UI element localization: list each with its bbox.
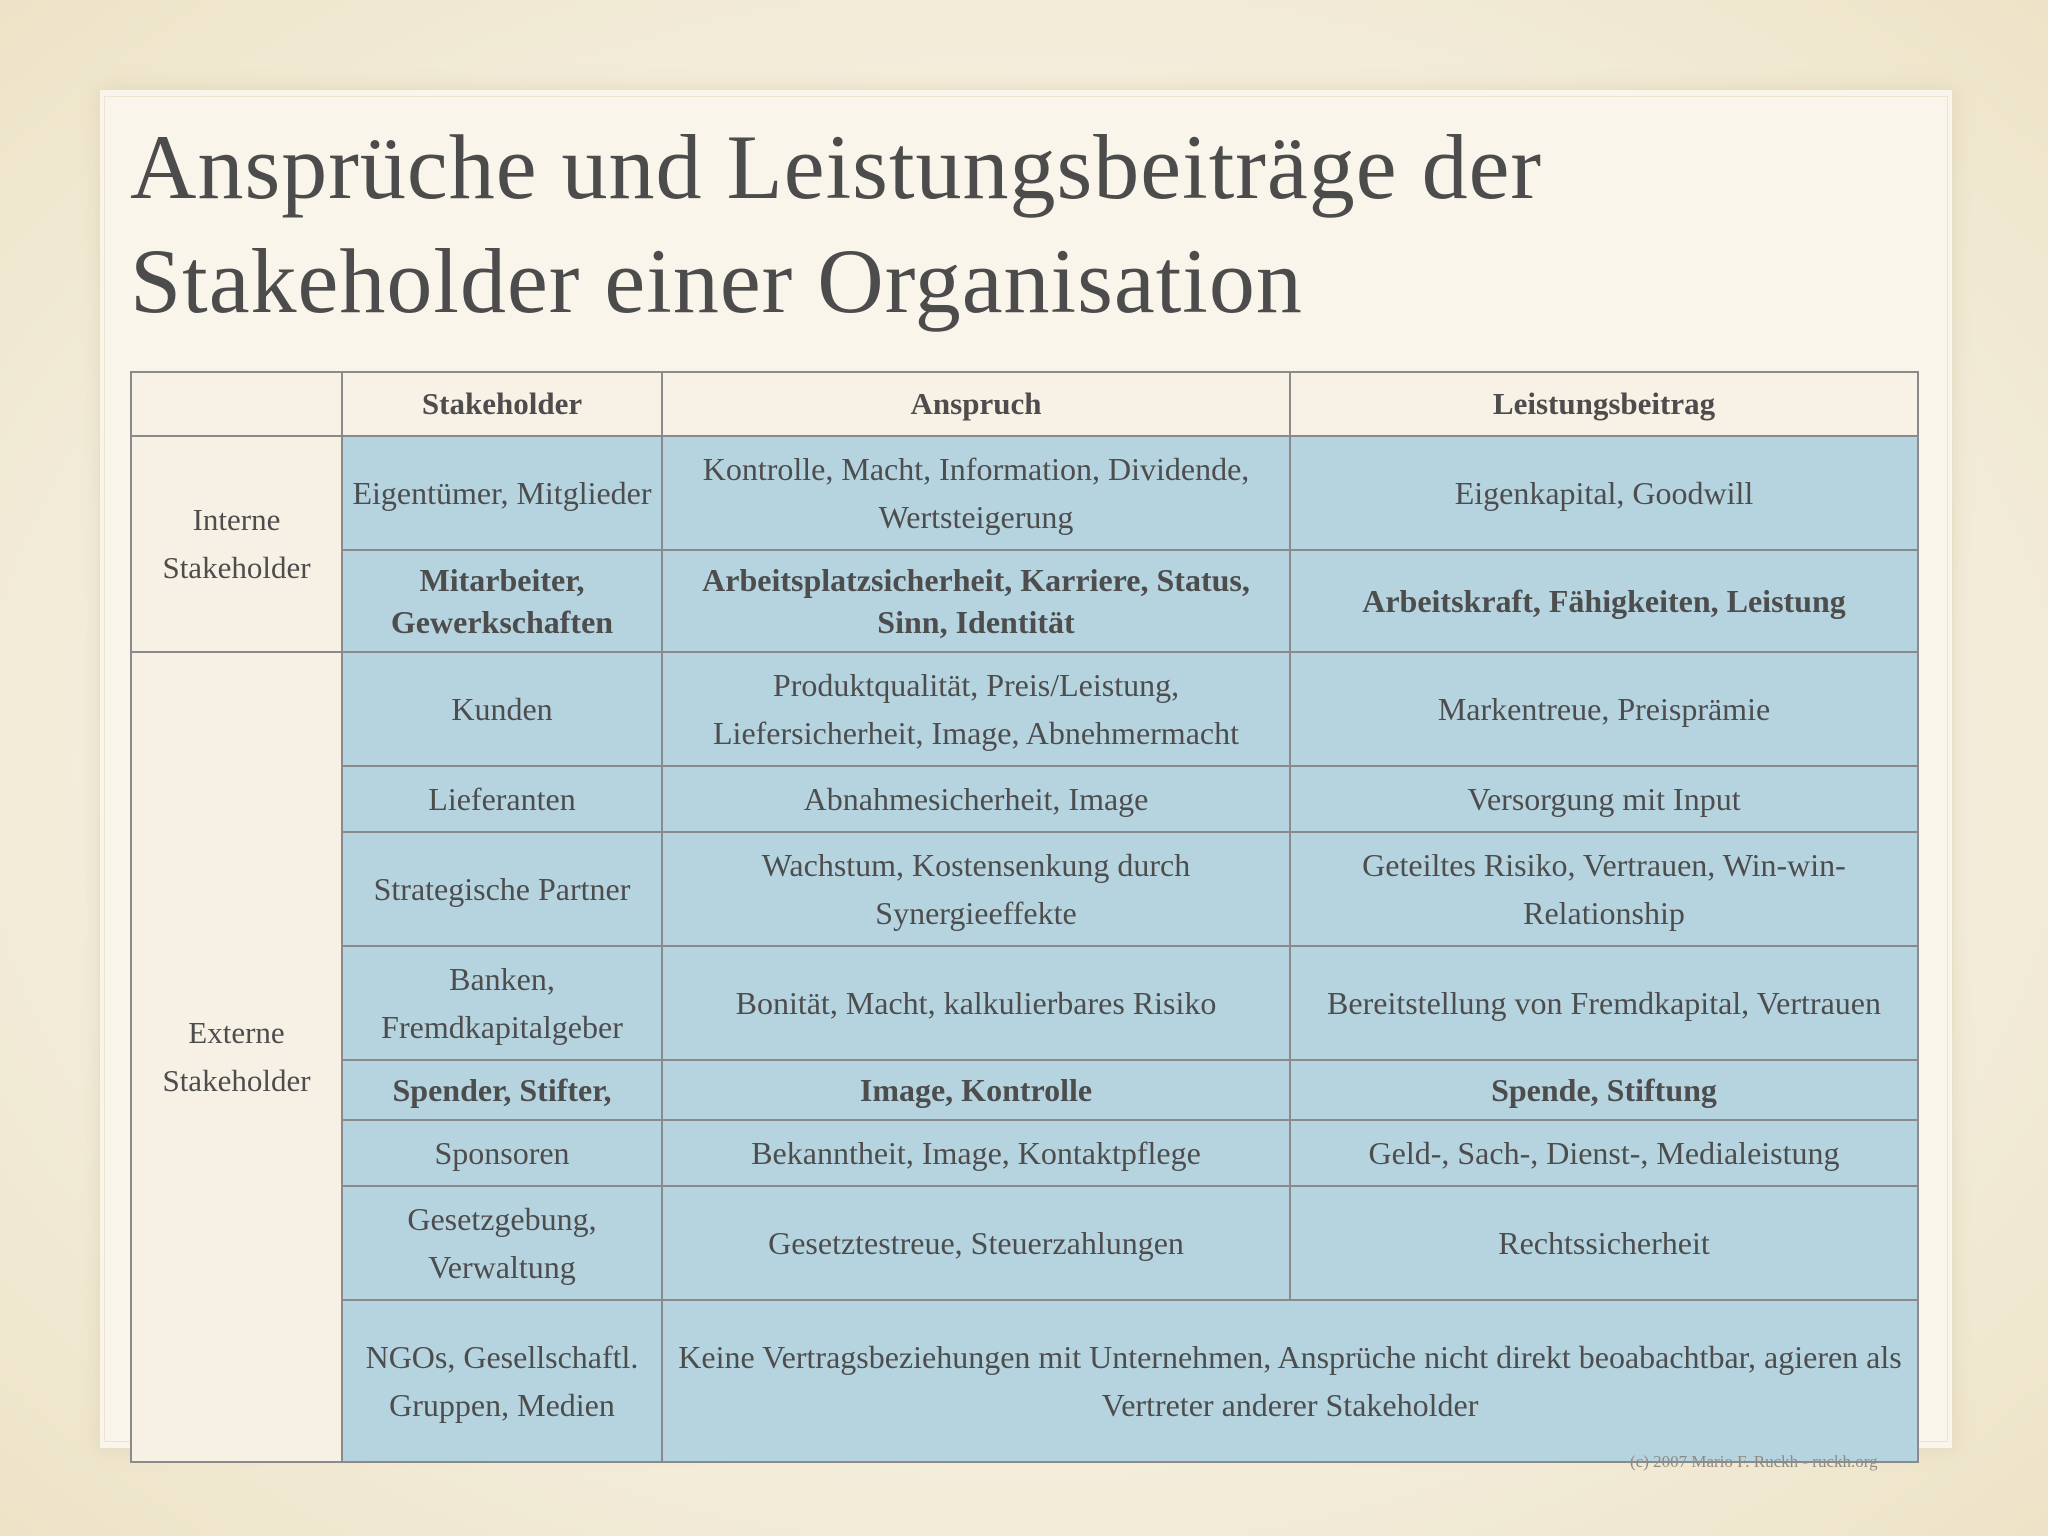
table-row <box>131 946 1918 1060</box>
cell-beitrag: Arbeitskraft, Fähigkeiten, Leistung <box>1290 550 1918 652</box>
header-leistungsbeitrag: Leistungsbeitrag <box>1290 372 1918 436</box>
cell-stakeholder: Kunden <box>342 652 662 766</box>
header-stakeholder: Stakeholder <box>342 372 662 436</box>
cell-anspruch: Gesetztestreue, Steuerzahlungen <box>662 1186 1290 1300</box>
table-row <box>131 1120 1918 1186</box>
table-row <box>131 652 1918 766</box>
cell-beitrag: Eigenkapital, Goodwill <box>1290 436 1918 550</box>
cell-anspruch: Wachstum, Kostensenkung durch Synergieeffekte <box>662 832 1290 946</box>
cell-anspruch: Bekanntheit, Image, Kontaktpflege <box>662 1120 1290 1186</box>
cell-stakeholder: Lieferanten <box>342 766 662 832</box>
stakeholder-table <box>130 371 1919 1463</box>
table-header-row <box>131 372 1918 436</box>
group-extern: Externe Stakeholder <box>131 652 342 1462</box>
header-anspruch: Anspruch <box>662 372 1290 436</box>
cell-stakeholder: Mitarbeiter, Gewerkschaften <box>342 550 662 652</box>
cell-anspruch: Produktqualität, Preis/Leistung, Liefersicherheit, Image, Abnehmermacht <box>662 652 1290 766</box>
cell-stakeholder: Gesetzgebung, Verwaltung <box>342 1186 662 1300</box>
title-line-2: Stakeholder einer Organisation <box>130 230 1303 332</box>
cell-beitrag: Geteiltes Risiko, Vertrauen, Win-win-Relationship <box>1290 832 1918 946</box>
table-row <box>131 1186 1918 1300</box>
table-row <box>131 1060 1918 1120</box>
cell-anspruch: Kontrolle, Macht, Information, Dividende, Wertsteigerung <box>662 436 1290 550</box>
cell-stakeholder: Strategische Partner <box>342 832 662 946</box>
slide-title <box>130 110 1930 338</box>
cell-stakeholder: Banken, Fremdkapitalgeber <box>342 946 662 1060</box>
cell-stakeholder: NGOs, Gesellschaftl. Gruppen, Medien <box>342 1300 662 1462</box>
cell-stakeholder: Eigentümer, Mitglieder <box>342 436 662 550</box>
table-row <box>131 436 1918 550</box>
cell-beitrag: Versorgung mit Input <box>1290 766 1918 832</box>
cell-beitrag: Markentreue, Preisprämie <box>1290 652 1918 766</box>
cell-stakeholder: Sponsoren <box>342 1120 662 1186</box>
table-row <box>131 766 1918 832</box>
cell-anspruch: Image, Kontrolle <box>662 1060 1290 1120</box>
title-line-1: Ansprüche und Leistungsbeiträge der <box>130 116 1543 218</box>
table-row <box>131 1300 1918 1462</box>
group-intern: Interne Stakeholder <box>131 436 342 652</box>
cell-beitrag: Rechtssicherheit <box>1290 1186 1918 1300</box>
header-corner <box>131 372 342 436</box>
cell-combined: Keine Vertragsbeziehungen mit Unternehmen, Ansprüche nicht direkt beoabachtbar, agieren als Vertreter anderer Stakeholder <box>662 1300 1918 1462</box>
cell-anspruch: Abnahmesicherheit, Image <box>662 766 1290 832</box>
cell-beitrag: Bereitstellung von Fremdkapital, Vertrauen <box>1290 946 1918 1060</box>
cell-anspruch: Arbeitsplatzsicherheit, Karriere, Status, Sinn, Identität <box>662 550 1290 652</box>
cell-anspruch: Bonität, Macht, kalkulierbares Risiko <box>662 946 1290 1060</box>
cell-beitrag: Geld-, Sach-, Dienst-, Medialeistung <box>1290 1120 1918 1186</box>
table-row <box>131 832 1918 946</box>
cell-stakeholder: Spender, Stifter, <box>342 1060 662 1120</box>
cell-beitrag: Spende, Stiftung <box>1290 1060 1918 1120</box>
table-row <box>131 550 1918 652</box>
copyright-footer: (c) 2007 Mario F. Ruckh - ruckh.org <box>1630 1452 1878 1471</box>
